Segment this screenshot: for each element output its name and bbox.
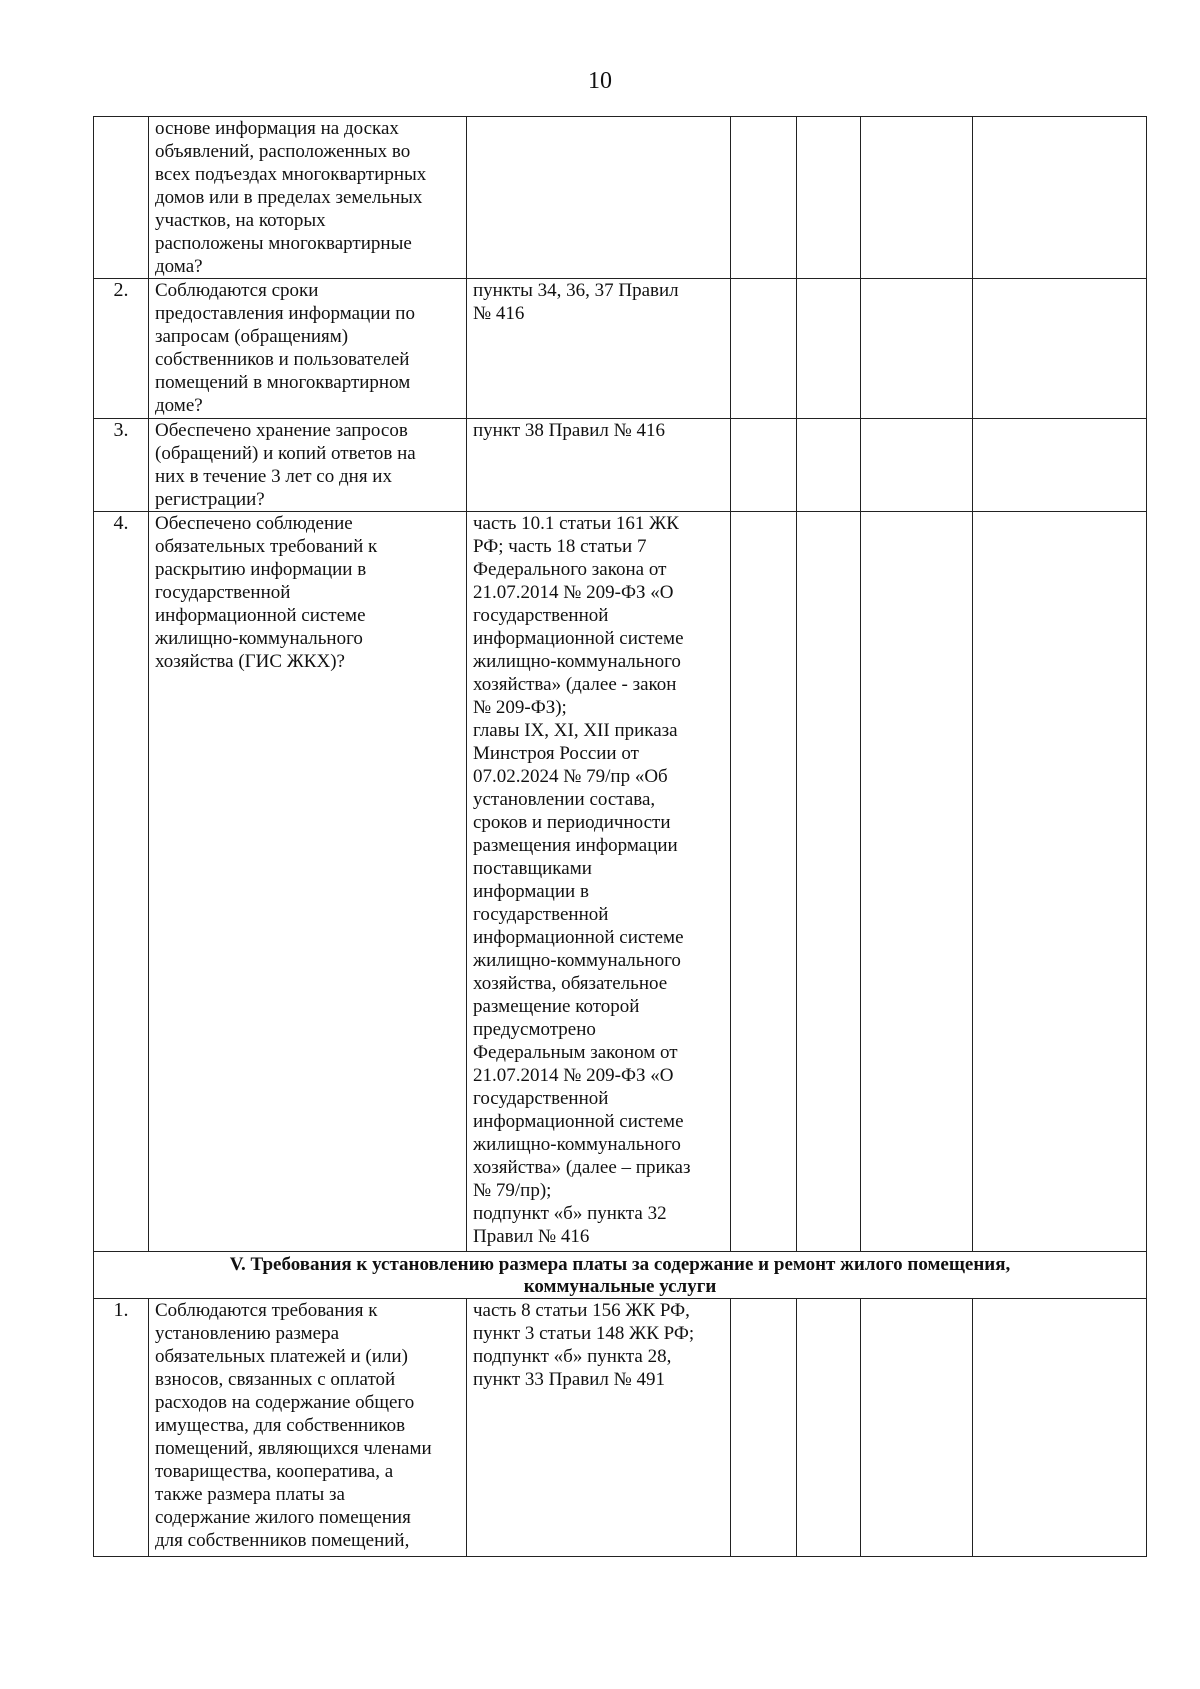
text-line: № 209-ФЗ); — [473, 697, 567, 718]
reference-cell — [467, 117, 731, 279]
note-cell — [973, 279, 1147, 419]
text-line: установлении состава, — [473, 789, 656, 810]
note-cell — [973, 117, 1147, 279]
text-line: размещения информации — [473, 835, 678, 856]
text-line: содержание жилого помещения — [155, 1507, 411, 1528]
text-line: взносов, связанных с оплатой — [155, 1369, 396, 1390]
text-line: для собственников помещений, — [155, 1530, 410, 1551]
reference-cell — [467, 279, 731, 419]
text-line: расположены многоквартирные — [155, 233, 412, 254]
text-line: собственников и пользователей — [155, 349, 410, 370]
text-line: расходов на содержание общего — [155, 1392, 415, 1413]
note-cell — [973, 512, 1147, 1252]
text-line: государственной — [473, 904, 609, 925]
text-line: основе информация на досках — [155, 118, 399, 139]
text-line: всех подъездах многоквартирных — [155, 164, 427, 185]
text-line: государственной — [473, 1088, 609, 1109]
table-row — [94, 1299, 1147, 1557]
text-line: жилищно-коммунального — [473, 651, 681, 672]
row-number — [94, 117, 149, 279]
text-line: 07.02.2024 № 79/пр «Об — [473, 766, 668, 787]
question-cell — [149, 279, 467, 419]
table-row — [94, 419, 1147, 512]
text-line: установлению размера — [155, 1323, 340, 1344]
text-line: товарищества, кооператива, а — [155, 1461, 394, 1482]
text-line: пункт 38 Правил № 416 — [473, 420, 666, 441]
text-line: Соблюдаются требования к — [155, 1300, 378, 1321]
text-line: запросам (обращениям) — [155, 326, 349, 347]
note-cell — [973, 419, 1147, 512]
text-line: информационной системе — [473, 628, 684, 649]
text-line: предусмотрено — [473, 1019, 596, 1040]
section-header-row — [94, 1252, 1147, 1299]
reference-cell — [467, 512, 731, 1252]
answer-no-cell — [797, 279, 861, 419]
answer-yes-cell — [731, 1299, 797, 1557]
text-line: помещений, являющихся членами — [155, 1438, 432, 1459]
text-line: V. Требования к установлению размера платы за содержание и ремонт жилого помещения, — [229, 1254, 1011, 1275]
answer-na-cell — [861, 1299, 973, 1557]
text-line: государственной — [473, 605, 609, 626]
note-cell — [973, 1299, 1147, 1557]
text-line: государственной — [155, 582, 291, 603]
section-title — [94, 1252, 1147, 1299]
row-number: 3. — [94, 419, 149, 512]
answer-na-cell — [861, 512, 973, 1252]
text-line: Соблюдаются сроки — [155, 280, 319, 301]
answer-no-cell — [797, 117, 861, 279]
text-line: хозяйства, обязательное — [473, 973, 668, 994]
answer-na-cell — [861, 117, 973, 279]
question-cell — [149, 512, 467, 1252]
text-line: них в течение 3 лет со дня их — [155, 466, 392, 487]
text-line: размещение которой — [473, 996, 640, 1017]
text-line: жилищно-коммунального — [473, 950, 681, 971]
text-line: раскрытию информации в — [155, 559, 367, 580]
text-line: обязательных требований к — [155, 536, 378, 557]
text-line: Обеспечено хранение запросов — [155, 420, 408, 441]
text-line: РФ; часть 18 статьи 7 — [473, 536, 647, 557]
row-number: 1. — [94, 1299, 149, 1557]
text-line: подпункт «б» пункта 32 — [473, 1203, 667, 1224]
text-line: № 79/пр); — [473, 1180, 552, 1201]
text-line: жилищно-коммунального — [473, 1134, 681, 1155]
text-line: Федерального закона от — [473, 559, 667, 580]
text-line: пункт 3 статьи 148 ЖК РФ; — [473, 1323, 695, 1344]
text-line: доме? — [155, 395, 203, 416]
text-line: сроков и периодичности — [473, 812, 671, 833]
text-line: 21.07.2014 № 209-ФЗ «О — [473, 582, 674, 603]
text-line: часть 10.1 статьи 161 ЖК — [473, 513, 679, 534]
text-line: также размера платы за — [155, 1484, 345, 1505]
text-line: пункты 34, 36, 37 Правил — [473, 280, 679, 301]
text-line: информационной системе — [155, 605, 366, 626]
answer-no-cell — [797, 512, 861, 1252]
question-cell — [149, 117, 467, 279]
text-line: коммунальные услуги — [523, 1276, 717, 1297]
question-cell — [149, 1299, 467, 1557]
answer-yes-cell — [731, 117, 797, 279]
text-line: объявлений, расположенных во — [155, 141, 411, 162]
text-line: (обращений) и копий ответов на — [155, 443, 416, 464]
text-line: хозяйства (ГИС ЖКХ)? — [155, 651, 345, 672]
text-line: информации в — [473, 881, 589, 902]
text-line: жилищно-коммунального — [155, 628, 363, 649]
text-line: домов или в пределах земельных — [155, 187, 423, 208]
text-line: подпункт «б» пункта 28, — [473, 1346, 672, 1367]
text-line: обязательных платежей и (или) — [155, 1346, 408, 1367]
text-line: информационной системе — [473, 1111, 684, 1132]
text-line: предоставления информации по — [155, 303, 415, 324]
text-line: регистрации? — [155, 489, 265, 510]
reference-cell — [467, 419, 731, 512]
answer-no-cell — [797, 419, 861, 512]
text-line: хозяйства» (далее – приказ — [473, 1157, 691, 1178]
table-row — [94, 512, 1147, 1252]
answer-no-cell — [797, 1299, 861, 1557]
question-cell — [149, 419, 467, 512]
answer-yes-cell — [731, 279, 797, 419]
table-row — [94, 117, 1147, 279]
page-number: 10 — [588, 68, 612, 94]
text-line: Обеспечено соблюдение — [155, 513, 353, 534]
row-number: 4. — [94, 512, 149, 1252]
row-number: 2. — [94, 279, 149, 419]
checklist-table — [93, 116, 1147, 1557]
answer-na-cell — [861, 279, 973, 419]
text-line: Федеральным законом от — [473, 1042, 678, 1063]
text-line: № 416 — [473, 303, 525, 324]
text-line: поставщиками — [473, 858, 592, 879]
text-line: имущества, для собственников — [155, 1415, 406, 1436]
text-line: участков, на которых — [155, 210, 326, 231]
table-row — [94, 279, 1147, 419]
text-line: Минстроя России от — [473, 743, 639, 764]
text-line: хозяйства» (далее - закон — [473, 674, 677, 695]
reference-cell — [467, 1299, 731, 1557]
text-line: 21.07.2014 № 209-ФЗ «О — [473, 1065, 674, 1086]
text-line: пункт 33 Правил № 491 — [473, 1369, 666, 1390]
answer-yes-cell — [731, 512, 797, 1252]
text-line: дома? — [155, 256, 203, 277]
text-line: часть 8 статьи 156 ЖК РФ, — [473, 1300, 690, 1321]
text-line: главы IX, XI, XII приказа — [473, 720, 678, 741]
answer-na-cell — [861, 419, 973, 512]
text-line: помещений в многоквартирном — [155, 372, 411, 393]
answer-yes-cell — [731, 419, 797, 512]
text-line: информационной системе — [473, 927, 684, 948]
text-line: Правил № 416 — [473, 1226, 590, 1247]
